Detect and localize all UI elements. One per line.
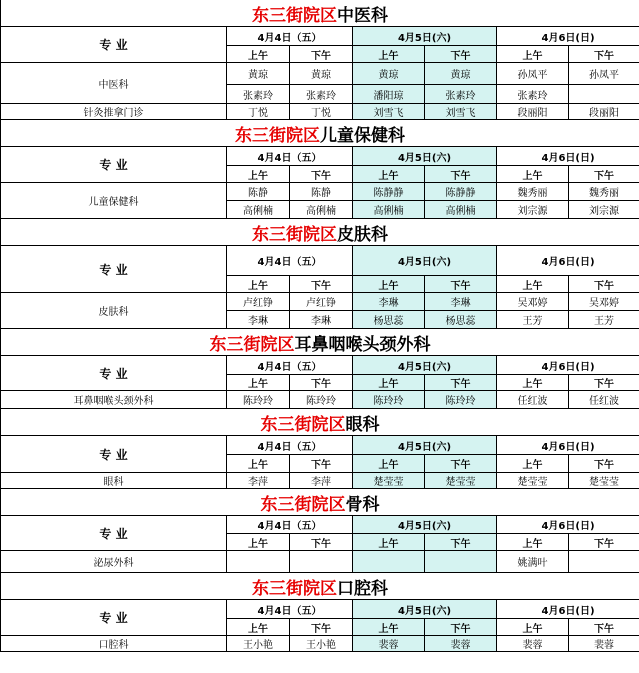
doctor-cell: 高俐楠: [227, 201, 290, 219]
day-header: 4月5日(六): [353, 436, 497, 455]
shift-header: 下午: [290, 534, 353, 551]
shift-header: 上午: [227, 166, 290, 183]
shift-header: 上午: [497, 166, 569, 183]
doctor-cell: 楚莹莹: [425, 473, 497, 489]
day-header-row: [1, 147, 639, 166]
doctor-cell: 李琳: [353, 293, 425, 311]
specialty-cell: 儿童保健科: [1, 183, 227, 219]
section-title-campus: 东三街院区: [260, 494, 346, 515]
doctor-cell: [290, 551, 353, 573]
shift-header: 上午: [353, 166, 425, 183]
shift-header: 上午: [353, 276, 425, 293]
doctor-cell: [227, 551, 290, 573]
doctor-cell: 段丽阳: [569, 104, 639, 120]
day-header: 4月6日(日): [497, 436, 639, 455]
day-header-row: [1, 436, 639, 455]
table-row: [1, 551, 639, 573]
section-table: [0, 219, 639, 329]
table-row: [1, 391, 639, 409]
shift-header: 下午: [290, 276, 353, 293]
doctor-cell: [353, 551, 425, 573]
doctor-cell: 任红波: [497, 391, 569, 409]
shift-header: 下午: [569, 619, 639, 636]
shift-header: 下午: [290, 619, 353, 636]
day-header: 4月5日(六): [353, 147, 497, 166]
shift-header: 上午: [353, 534, 425, 551]
day-header-row: [1, 600, 639, 619]
doctor-cell: 陈玲玲: [227, 391, 290, 409]
table-row: [1, 183, 639, 201]
section-title-row: [1, 489, 639, 516]
table-row: [1, 473, 639, 489]
section-table: [0, 329, 639, 409]
doctor-cell: 丁悦: [290, 104, 353, 120]
day-header-row: [1, 516, 639, 534]
section-title-department: 儿童保健科: [320, 125, 406, 146]
section-title: [1, 409, 639, 436]
table-row: [1, 636, 639, 652]
section-title: [1, 120, 639, 147]
shift-header: 下午: [569, 534, 639, 551]
day-header: 4月5日(六): [353, 516, 497, 534]
specialty-header: 专 业: [1, 516, 227, 551]
specialty-cell: 泌尿外科: [1, 551, 227, 573]
shift-header: 下午: [290, 375, 353, 391]
specialty-header: 专 业: [1, 436, 227, 473]
doctor-cell: 楚莹莹: [569, 473, 639, 489]
doctor-cell: 刘宗源: [497, 201, 569, 219]
doctor-cell: 吴邓婷: [569, 293, 639, 311]
section-title-department: 眼科: [345, 414, 380, 435]
doctor-cell: 高俐楠: [353, 201, 425, 219]
specialty-cell: 耳鼻咽喉头颈外科: [1, 391, 227, 409]
shift-header: 上午: [353, 619, 425, 636]
specialty-cell: 皮肤科: [1, 293, 227, 329]
shift-header: 下午: [425, 619, 497, 636]
doctor-cell: 王芳: [497, 311, 569, 329]
section-title-row: [1, 409, 639, 436]
day-header-row: [1, 246, 639, 276]
shift-header: 上午: [227, 375, 290, 391]
doctor-cell: 丁悦: [227, 104, 290, 120]
doctor-cell: 高俐楠: [290, 201, 353, 219]
specialty-cell: 口腔科: [1, 636, 227, 652]
doctor-cell: 陈玲玲: [290, 391, 353, 409]
doctor-cell: 陈静静: [425, 183, 497, 201]
doctor-cell: 楚莹莹: [497, 473, 569, 489]
shift-header: 下午: [290, 455, 353, 473]
doctor-cell: 裴蓉: [353, 636, 425, 652]
doctor-cell: 张素玲: [227, 85, 290, 104]
shift-header: 上午: [497, 455, 569, 473]
day-header: 4月5日(六): [353, 600, 497, 619]
doctor-cell: 张素玲: [497, 85, 569, 104]
doctor-cell: 卢红铮: [227, 293, 290, 311]
section-title-row: [1, 0, 639, 27]
doctor-cell: 魏秀丽: [569, 183, 639, 201]
day-header: 4月5日(六): [353, 246, 497, 276]
doctor-cell: 姚满叶: [497, 551, 569, 573]
section-title-row: [1, 573, 639, 600]
specialty-header: 专 业: [1, 27, 227, 63]
doctor-cell: 刘宗源: [569, 201, 639, 219]
doctor-cell: 陈静: [227, 183, 290, 201]
section-title-campus: 东三街院区: [252, 578, 338, 599]
section-table: [0, 0, 639, 120]
shift-header: 下午: [425, 455, 497, 473]
shift-header: 下午: [425, 46, 497, 63]
section-title-campus: 东三街院区: [209, 334, 295, 355]
day-header: 4月5日(六): [353, 356, 497, 375]
doctor-cell: 李琳: [425, 293, 497, 311]
day-header: 4月4日（五）: [227, 516, 353, 534]
day-header: 4月6日(日): [497, 516, 639, 534]
doctor-cell: 李琳: [227, 311, 290, 329]
shift-header: 上午: [497, 619, 569, 636]
doctor-cell: 黄琼: [353, 63, 425, 85]
doctor-cell: 李萍: [227, 473, 290, 489]
section-table: [0, 120, 639, 219]
doctor-cell: 李萍: [290, 473, 353, 489]
day-header: 4月4日（五）: [227, 436, 353, 455]
shift-header: 下午: [425, 534, 497, 551]
shift-header: 下午: [569, 455, 639, 473]
doctor-cell: 吴邓婷: [497, 293, 569, 311]
doctor-cell: 潘阳琼: [353, 85, 425, 104]
specialty-cell: 针灸推拿门诊: [1, 104, 227, 120]
day-header: 4月6日(日): [497, 600, 639, 619]
doctor-cell: 陈静静: [353, 183, 425, 201]
doctor-cell: 黄琼: [425, 63, 497, 85]
section-title-department: 皮肤科: [337, 224, 389, 245]
section-title-department: 耳鼻咽喉头颈外科: [294, 334, 431, 355]
specialty-cell: 中医科: [1, 63, 227, 104]
day-header: 4月6日(日): [497, 356, 639, 375]
shift-header: 上午: [353, 46, 425, 63]
shift-header: 下午: [290, 166, 353, 183]
doctor-cell: 裴蓉: [425, 636, 497, 652]
day-header: 4月4日（五）: [227, 246, 353, 276]
doctor-cell: 段丽阳: [497, 104, 569, 120]
doctor-cell: 陈静: [290, 183, 353, 201]
day-header-row: [1, 27, 639, 46]
day-header: 4月4日（五）: [227, 27, 353, 46]
day-header: 4月6日(日): [497, 147, 639, 166]
doctor-cell: 张素玲: [290, 85, 353, 104]
doctor-cell: 刘雪飞: [353, 104, 425, 120]
day-header: 4月6日(日): [497, 27, 639, 46]
table-row: [1, 293, 639, 311]
doctor-cell: 裴蓉: [569, 636, 639, 652]
section-title-department: 口腔科: [337, 578, 389, 599]
table-row: [1, 63, 639, 85]
doctor-cell: [425, 551, 497, 573]
day-header: 4月5日(六): [353, 27, 497, 46]
section-title-campus: 东三街院区: [260, 414, 346, 435]
section-title: [1, 489, 639, 516]
doctor-cell: [569, 551, 639, 573]
shift-header: 上午: [497, 375, 569, 391]
shift-header: 上午: [227, 46, 290, 63]
section-title-row: [1, 329, 639, 356]
section-table: [0, 489, 639, 573]
section-title-row: [1, 120, 639, 147]
shift-header: 上午: [227, 619, 290, 636]
shift-header: 上午: [353, 375, 425, 391]
section-title: [1, 573, 639, 600]
day-header: 4月4日（五）: [227, 147, 353, 166]
doctor-cell: 杨思蕊: [425, 311, 497, 329]
doctor-cell: 黄琼: [227, 63, 290, 85]
doctor-cell: 高俐楠: [425, 201, 497, 219]
shift-header: 下午: [569, 375, 639, 391]
section-title-row: [1, 219, 639, 246]
specialty-cell: 眼科: [1, 473, 227, 489]
shift-header: 下午: [290, 46, 353, 63]
doctor-cell: 杨思蕊: [353, 311, 425, 329]
shift-header: 上午: [497, 46, 569, 63]
doctor-cell: 卢红铮: [290, 293, 353, 311]
section-title-campus: 东三街院区: [252, 224, 338, 245]
section-title: [1, 329, 639, 356]
doctor-cell: 陈玲玲: [353, 391, 425, 409]
doctor-cell: 王芳: [569, 311, 639, 329]
day-header: 4月6日(日): [497, 246, 639, 276]
shift-header: 下午: [425, 166, 497, 183]
doctor-cell: 王小艳: [290, 636, 353, 652]
section-title-department: 骨科: [345, 494, 380, 515]
section-table: [0, 409, 639, 489]
specialty-header: 专 业: [1, 147, 227, 183]
shift-header: 上午: [497, 276, 569, 293]
day-header: 4月4日（五）: [227, 356, 353, 375]
shift-header: 上午: [227, 276, 290, 293]
section-title: [1, 219, 639, 246]
doctor-cell: 魏秀丽: [497, 183, 569, 201]
doctor-cell: 王小艳: [227, 636, 290, 652]
day-header: 4月4日（五）: [227, 600, 353, 619]
section-title-department: 中医科: [337, 5, 389, 26]
doctor-cell: 裴蓉: [497, 636, 569, 652]
shift-header: 下午: [569, 46, 639, 63]
shift-header: 下午: [569, 166, 639, 183]
specialty-header: 专 业: [1, 246, 227, 293]
specialty-header: 专 业: [1, 600, 227, 636]
doctor-cell: 刘雪飞: [425, 104, 497, 120]
doctor-cell: 李琳: [290, 311, 353, 329]
doctor-cell: 楚莹莹: [353, 473, 425, 489]
shift-header: 下午: [425, 375, 497, 391]
doctor-cell: 黄琼: [290, 63, 353, 85]
shift-header: 上午: [497, 534, 569, 551]
specialty-header: 专 业: [1, 356, 227, 391]
doctor-cell: [569, 85, 639, 104]
shift-header: 下午: [569, 276, 639, 293]
section-table: [0, 573, 639, 652]
day-header-row: [1, 356, 639, 375]
doctor-cell: 陈玲玲: [425, 391, 497, 409]
section-title-campus: 东三街院区: [252, 5, 338, 26]
doctor-cell: 孙凤平: [497, 63, 569, 85]
doctor-cell: 张素玲: [425, 85, 497, 104]
section-title-campus: 东三街院区: [235, 125, 321, 146]
doctor-cell: 任红波: [569, 391, 639, 409]
doctor-cell: 孙凤平: [569, 63, 639, 85]
table-row: [1, 104, 639, 120]
section-title: [1, 0, 639, 27]
shift-header: 上午: [227, 455, 290, 473]
shift-header: 上午: [353, 455, 425, 473]
shift-header: 上午: [227, 534, 290, 551]
shift-header: 下午: [425, 276, 497, 293]
